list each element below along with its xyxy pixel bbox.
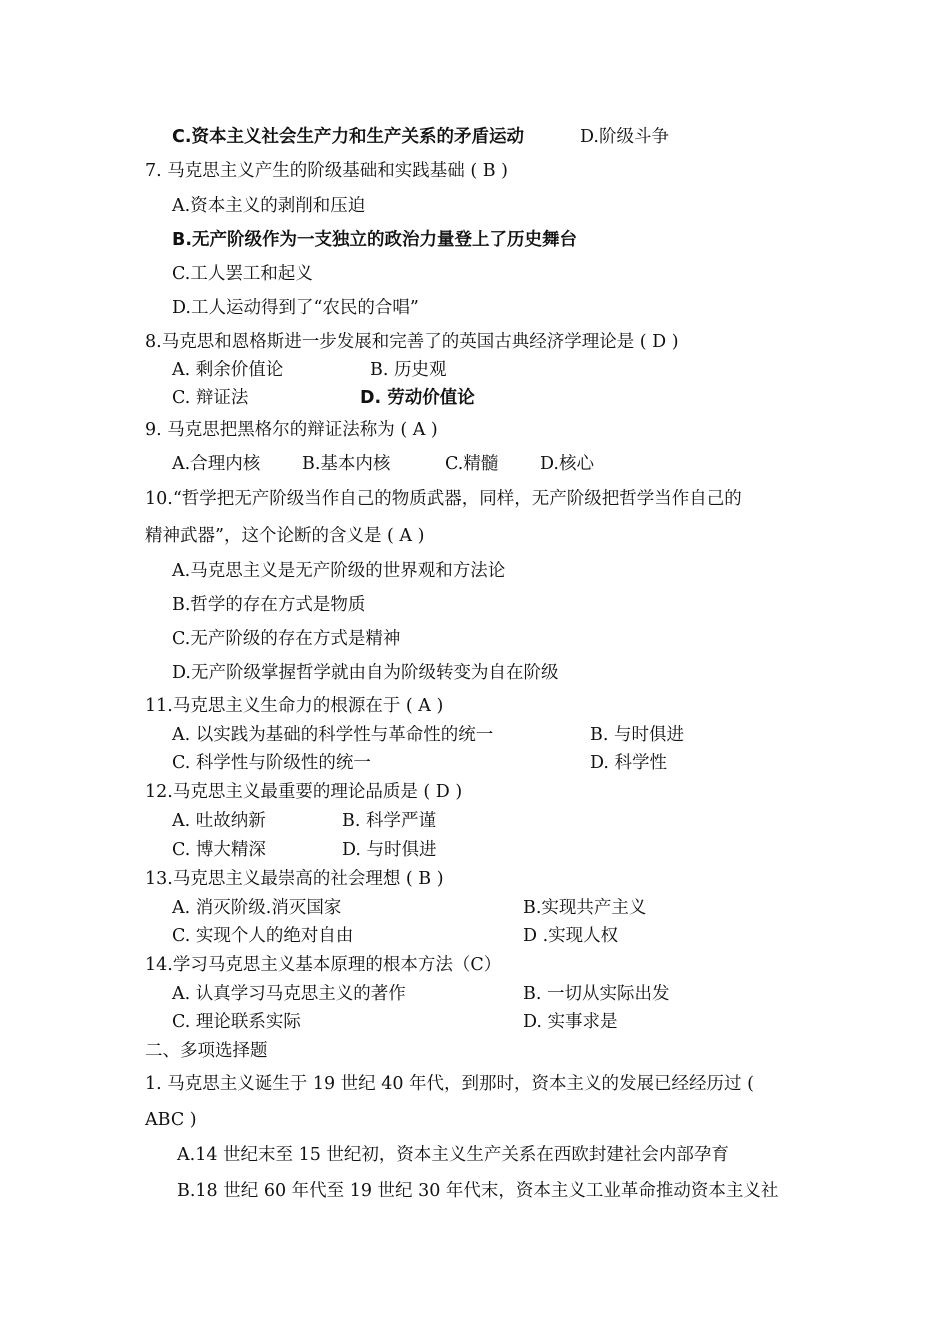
q10-option-c: C.无产阶级的存在方式是精神 — [172, 629, 401, 649]
q6-option-c: C.资本主义社会生产力和生产关系的矛盾运动 — [172, 127, 524, 147]
question-10-line-1: 10.“哲学把无产阶级当作自己的物质武器，同样，无产阶级把哲学当作自己的 — [145, 489, 742, 509]
mc-question-1-line-2: ABC ) — [145, 1110, 197, 1130]
q9-option-a: A.合理内核 — [172, 454, 261, 474]
q14-option-d: D. 实事求是 — [523, 1012, 618, 1032]
q14-option-c: C. 理论联系实际 — [172, 1012, 301, 1032]
q10-option-b: B.哲学的存在方式是物质 — [172, 595, 366, 615]
mc-q1-option-a: A.14 世纪末至 15 世纪初，资本主义生产关系在西欧封建社会内部孕育 — [177, 1145, 729, 1165]
q9-option-b: B.基本内核 — [302, 454, 391, 474]
q11-option-c: C. 科学性与阶级性的统一 — [172, 753, 371, 773]
mc-q1-option-b: B.18 世纪 60 年代至 19 世纪 30 年代末，资本主义工业革命推动资本主义社 — [177, 1181, 779, 1201]
q7-option-d: D.工人运动得到了“农民的合唱” — [172, 298, 419, 318]
q7-option-a: A.资本主义的剥削和压迫 — [172, 196, 366, 216]
q8-option-b: B. 历史观 — [370, 360, 447, 380]
mc-question-1-line-1: 1. 马克思主义诞生于 19 世纪 40 年代，到那时，资本主义的发展已经经历过 ( — [145, 1074, 754, 1094]
q11-option-b: B. 与时俱进 — [590, 725, 684, 745]
q6-option-d: D.阶级斗争 — [580, 127, 669, 147]
question-11: 11.马克思主义生命力的根源在于 ( A ) — [145, 696, 444, 716]
q8-option-d: D. 劳动价值论 — [360, 388, 475, 408]
question-10-line-2: 精神武器”，这个论断的含义是 ( A ) — [145, 526, 425, 546]
q13-option-b: B.实现共产主义 — [523, 898, 647, 918]
question-13: 13.马克思主义最崇高的社会理想 ( B ) — [145, 869, 444, 889]
q14-option-b: B. 一切从实际出发 — [523, 984, 670, 1004]
q9-option-c: C.精髓 — [445, 454, 499, 474]
q11-option-d: D. 科学性 — [590, 753, 668, 773]
q13-option-c: C. 实现个人的绝对自由 — [172, 926, 354, 946]
q13-option-d: D .实现人权 — [523, 926, 619, 946]
q12-option-a: A. 吐故纳新 — [172, 811, 266, 831]
q7-option-c: C.工人罢工和起义 — [172, 264, 313, 284]
q9-option-d: D.核心 — [540, 454, 594, 474]
question-12: 12.马克思主义最重要的理论品质是 ( D ) — [145, 782, 463, 802]
q10-option-a: A.马克思主义是无产阶级的世界观和方法论 — [172, 561, 506, 581]
q8-option-a: A. 剩余价值论 — [172, 360, 284, 380]
q14-option-a: A. 认真学习马克思主义的著作 — [172, 984, 406, 1004]
question-14: 14.学习马克思主义基本原理的根本方法（C） — [145, 955, 502, 975]
q12-option-c: C. 博大精深 — [172, 840, 266, 860]
q11-option-a: A. 以实践为基础的科学性与革命性的统一 — [172, 725, 494, 745]
q7-option-b: B.无产阶级作为一支独立的政治力量登上了历史舞台 — [172, 230, 577, 250]
question-8: 8.马克思和恩格斯进一步发展和完善了的英国古典经济学理论是 ( D ) — [145, 332, 679, 352]
q13-option-a: A. 消灭阶级.消灭国家 — [172, 898, 342, 918]
q8-option-c: C. 辩证法 — [172, 388, 249, 408]
q12-option-b: B. 科学严谨 — [342, 811, 436, 831]
question-7: 7. 马克思主义产生的阶级基础和实践基础 ( B ) — [145, 161, 508, 181]
question-9: 9. 马克思把黑格尔的辩证法称为 ( A ) — [145, 420, 438, 440]
q10-option-d: D.无产阶级掌握哲学就由自为阶级转变为自在阶级 — [172, 663, 559, 683]
q12-option-d: D. 与时俱进 — [342, 840, 437, 860]
section-heading: 二、多项选择题 — [145, 1041, 268, 1061]
